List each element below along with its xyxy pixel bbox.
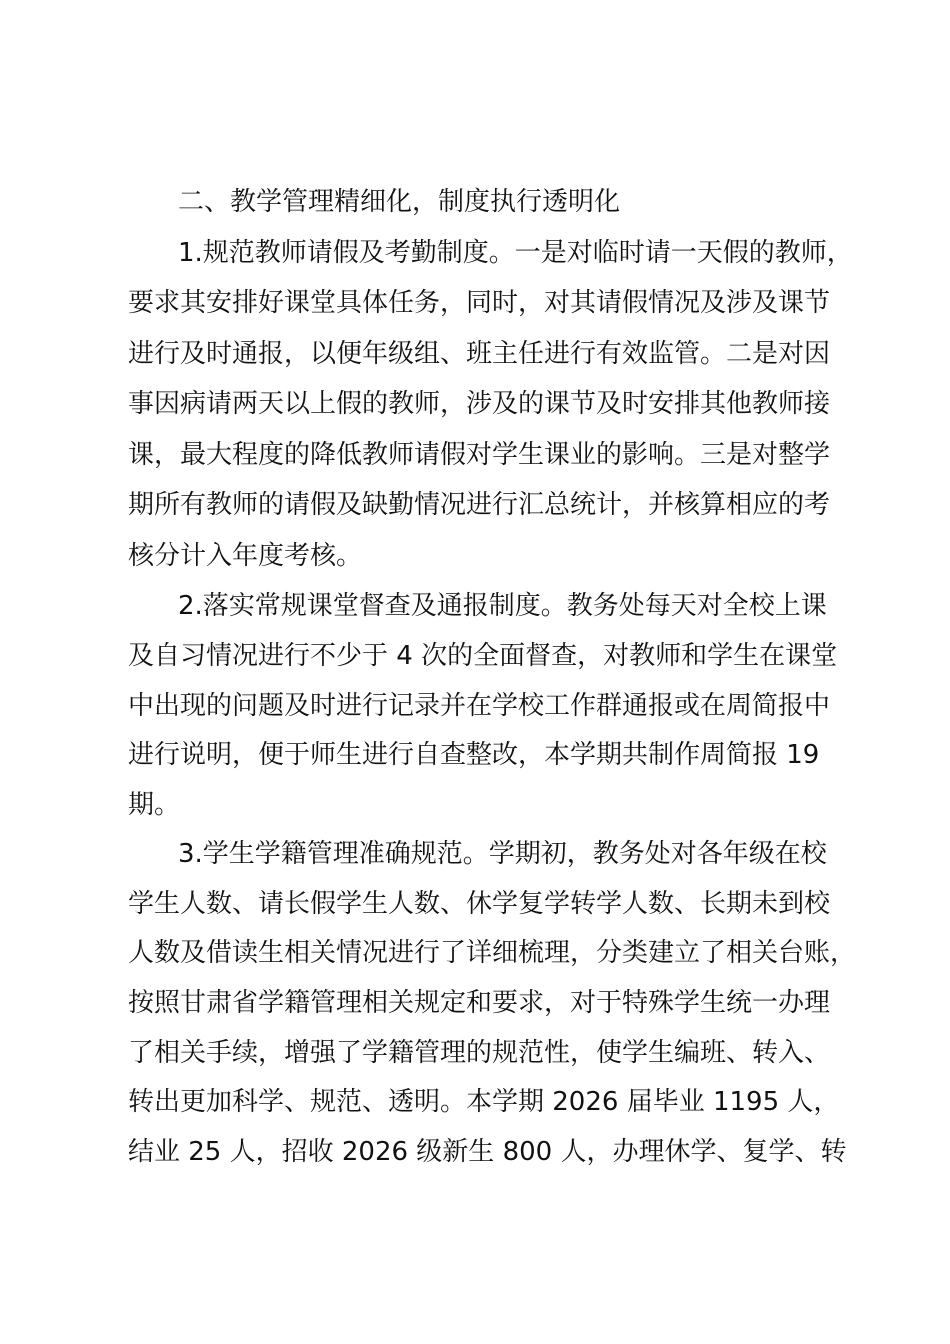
paragraph-1-line-6: 期所有教师的请假及缺勤情况进行汇总统计，并核算相应的考 xyxy=(128,490,831,520)
paragraph-1-line-7: 核分计入年度考核。 xyxy=(128,541,363,571)
paragraph-1-line-2: 要求其安排好课堂具体任务，同时，对其请假情况及涉及课节 xyxy=(128,288,831,318)
paragraph-3-line-5: 了相关手续，增强了学籍管理的规范性，使学生编班、转入、 xyxy=(128,1038,831,1068)
paragraph-3-line-7: 结业 25 人，招收 2026 级新生 800 人，办理休学、复学、转 xyxy=(128,1137,847,1167)
paragraph-2-line-5: 期。 xyxy=(128,790,181,820)
paragraph-3-line-1: 3.学生学籍管理准确规范。学期初，教务处对各年级在校 xyxy=(178,839,827,869)
section-heading: 二、教学管理精细化，制度执行透明化 xyxy=(178,187,621,217)
paragraph-2-line-2: 及自习情况进行不少于 4 次的全面督查，对教师和学生在课堂 xyxy=(128,641,838,671)
paragraph-2-line-1: 2.落实常规课堂督查及通报制度。教务处每天对全校上课 xyxy=(178,591,827,621)
paragraph-1-line-5: 课，最大程度的降低教师请假对学生课业的影响。三是对整学 xyxy=(128,440,831,470)
paragraph-3-line-3: 人数及借读生相关情况进行了详细梳理，分类建立了相关台账， xyxy=(128,938,857,968)
paragraph-1-line-1: 1.规范教师请假及考勤制度。一是对临时请一天假的教师， xyxy=(178,238,853,268)
paragraph-2-line-4: 进行说明，便于师生进行自查整改，本学期共制作周简报 19 xyxy=(128,740,820,770)
paragraph-3-line-2: 学生人数、请长假学生人数、休学复学转学人数、长期未到校 xyxy=(128,889,831,919)
paragraph-1-line-4: 事因病请两天以上假的教师，涉及的课节及时安排其他教师接 xyxy=(128,389,831,419)
paragraph-3-line-6: 转出更加科学、规范、透明。本学期 2026 届毕业 1195 人， xyxy=(128,1087,840,1117)
paragraph-3-line-4: 按照甘肃省学籍管理相关规定和要求，对于特殊学生统一办理 xyxy=(128,988,831,1018)
paragraph-2-line-3: 中出现的问题及时进行记录并在学校工作群通报或在周简报中 xyxy=(128,691,831,721)
paragraph-1-line-3: 进行及时通报，以便年级组、班主任进行有效监管。二是对因 xyxy=(128,339,831,369)
